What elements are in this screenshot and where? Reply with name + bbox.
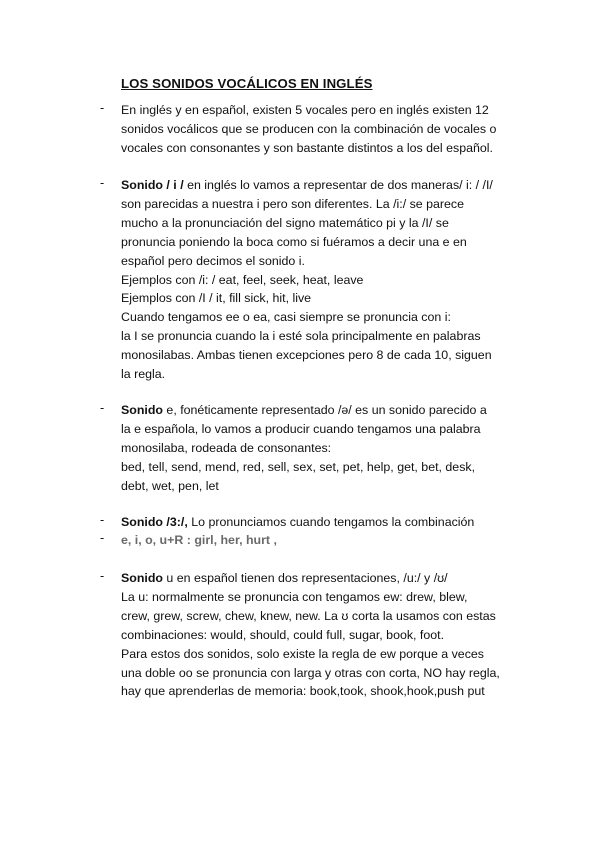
text-line: sonidos vocálicos que se producen con la combinación de vocales o (121, 122, 497, 136)
text-span: en inglés lo vamos a representar de dos maneras/ i: / /I/ (183, 178, 493, 192)
text-line: la regla. (121, 367, 166, 381)
text-line: hay que aprenderlas de memoria: book,took, shook,hook,push put (121, 684, 485, 698)
text-line: Para estos dos sonidos, solo existe la regla de ew porque a veces (121, 647, 484, 661)
text-line: bed, tell, send, mend, red, sell, sex, set, pet, help, get, bet, desk, (121, 460, 476, 474)
text-line: mucho a la pronunciación del signo matemático pi y la /I/ se (121, 216, 449, 230)
text-line (121, 401, 487, 419)
text-line: Ejemplos con /i: / eat, feel, seek, heat, leave (121, 273, 364, 287)
text-span: e, fonéticamente representado /ə/ es un sonido parecido a (162, 403, 487, 417)
bold-lead: Sonido (121, 403, 163, 417)
text-line: monosilabas. Ambas tienen excepciones pero 8 de cada 10, siguen (121, 348, 492, 362)
text-span: Lo pronunciamos cuando tengamos la combinación (187, 515, 475, 529)
text-line: Cuando tengamos ee o ea, casi siempre se pronuncia con i: (121, 310, 451, 324)
text-line: En inglés y en español, existen 5 vocales pero en inglés existen 12 (121, 103, 489, 117)
text-line: combinaciones: would, should, could full, sugar, book, foot. (121, 628, 445, 642)
grey-example-line: e, i, o, u+R : girl, her, hurt , (121, 533, 277, 547)
document-title: LOS SONIDOS VOCÁLICOS EN INGLÉS (121, 76, 373, 91)
bullet-dash: - (100, 176, 105, 190)
text-line: Ejemplos con /I / it, fill sick, hit, live (121, 291, 312, 305)
text-line: crew, grew, screw, chew, knew, new. La ʊ corta la usamos con estas (121, 609, 496, 623)
text-line: vocales con consonantes y son bastante distintos a los del español. (121, 141, 493, 155)
text-line (121, 176, 493, 194)
bullet-dash: - (100, 513, 105, 527)
text-line (121, 513, 474, 531)
text-line: son parecidas a nuestra i pero son diferentes. La /i:/ se parece (121, 197, 465, 211)
bold-lead: Sonido / i / (121, 178, 184, 192)
text-line: pronuncia poniendo la boca como si fuéramos a decir una e en (121, 235, 467, 249)
text-line: la e española, lo vamos a producir cuando tengamos una palabra (121, 422, 481, 436)
bold-lead: Sonido (121, 571, 163, 585)
text-span: u en español tienen dos representaciones, /u:/ y /ʊ/ (162, 571, 448, 585)
bullet-dash: - (100, 101, 105, 115)
bullet-dash: - (100, 569, 105, 583)
text-line: la I se pronuncia cuando la i esté sola principalmente en palabras (121, 329, 481, 343)
text-line: una doble oo se pronuncia con larga y otras con corta, NO hay regla, (121, 666, 500, 680)
text-line: debt, wet, pen, let (121, 479, 219, 493)
text-line: La u: normalmente se pronuncia con tengamos ew: drew, blew, (121, 590, 468, 604)
text-line: español pero decimos el sonido i. (121, 254, 305, 268)
bullet-dash: - (100, 531, 105, 545)
bullet-dash: - (100, 401, 105, 415)
text-line (121, 569, 448, 587)
bold-lead: Sonido /3:/, (121, 515, 188, 529)
text-line: monosilaba, rodeada de consonantes: (121, 441, 332, 455)
